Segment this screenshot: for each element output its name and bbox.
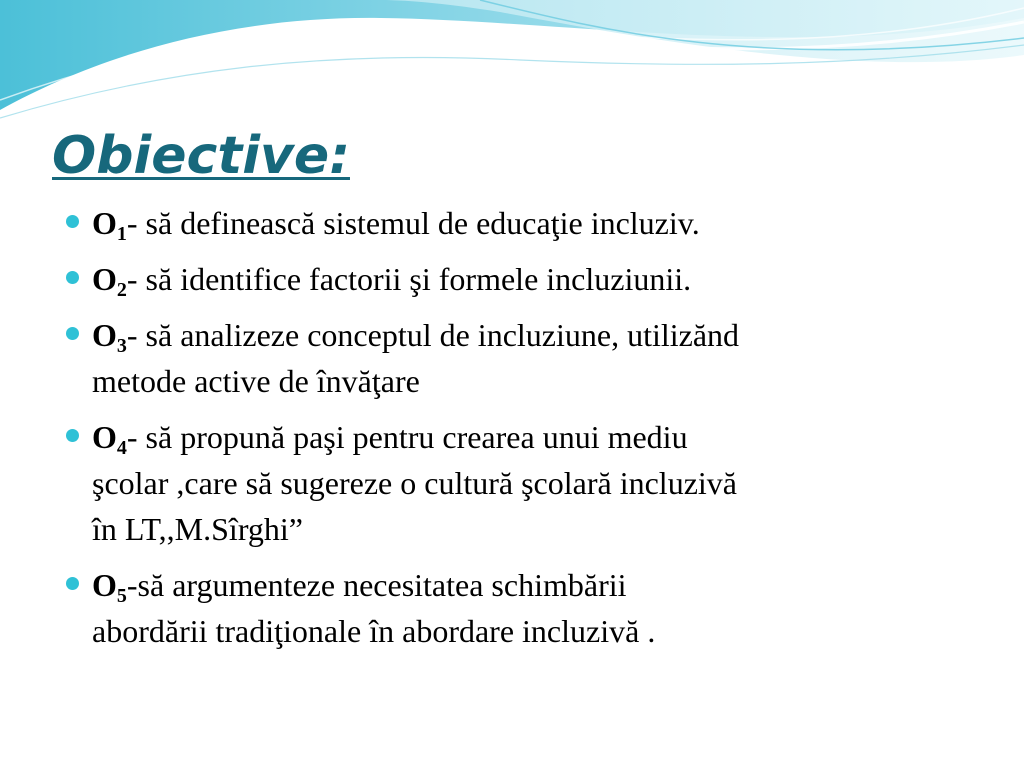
filled-circle-bullet-icon	[66, 429, 79, 442]
objective-number: 1	[116, 223, 127, 245]
objectives-list	[62, 200, 972, 664]
filled-circle-bullet-icon	[66, 327, 79, 340]
objective-item-2	[62, 256, 972, 302]
objective-number: 4	[116, 437, 127, 459]
objective-item-5	[62, 562, 972, 654]
objective-text-continued: abordării tradiţionale în abordare incluzivă .	[92, 613, 656, 649]
objective-text: - să definească sistemul de educaţie incluziv.	[126, 205, 700, 241]
objective-item-4	[62, 414, 972, 552]
objective-text: - să propună paşi pentru crearea unui mediu	[126, 419, 688, 455]
objective-text-continued: în LT,,M.Sîrghi”	[92, 511, 303, 547]
objective-item-1	[62, 200, 972, 246]
objective-label: O	[92, 205, 117, 241]
objective-label: O	[92, 419, 117, 455]
objective-number: 2	[116, 279, 127, 301]
objective-item-3	[62, 312, 972, 404]
objective-text: - să identifice factorii şi formele incluziunii.	[126, 261, 692, 297]
objective-text-continued: metode active de învăţare	[92, 363, 420, 399]
objective-text: - să analizeze conceptul de incluziune, utilizănd	[126, 317, 740, 353]
objective-label: O	[92, 317, 117, 353]
filled-circle-bullet-icon	[66, 271, 79, 284]
objective-text: -să argumenteze necesitatea schimbării	[126, 567, 627, 603]
objective-text-continued: şcolar ,care să sugereze o cultură şcolară incluzivă	[92, 465, 737, 501]
objective-label: O	[92, 567, 117, 603]
filled-circle-bullet-icon	[66, 215, 79, 228]
header-wave-decoration	[0, 0, 1024, 130]
objective-number: 3	[116, 335, 127, 357]
objective-number: 5	[116, 585, 127, 607]
objective-label: O	[92, 261, 117, 297]
slide-title: Obiective:	[52, 126, 350, 186]
filled-circle-bullet-icon	[66, 577, 79, 590]
